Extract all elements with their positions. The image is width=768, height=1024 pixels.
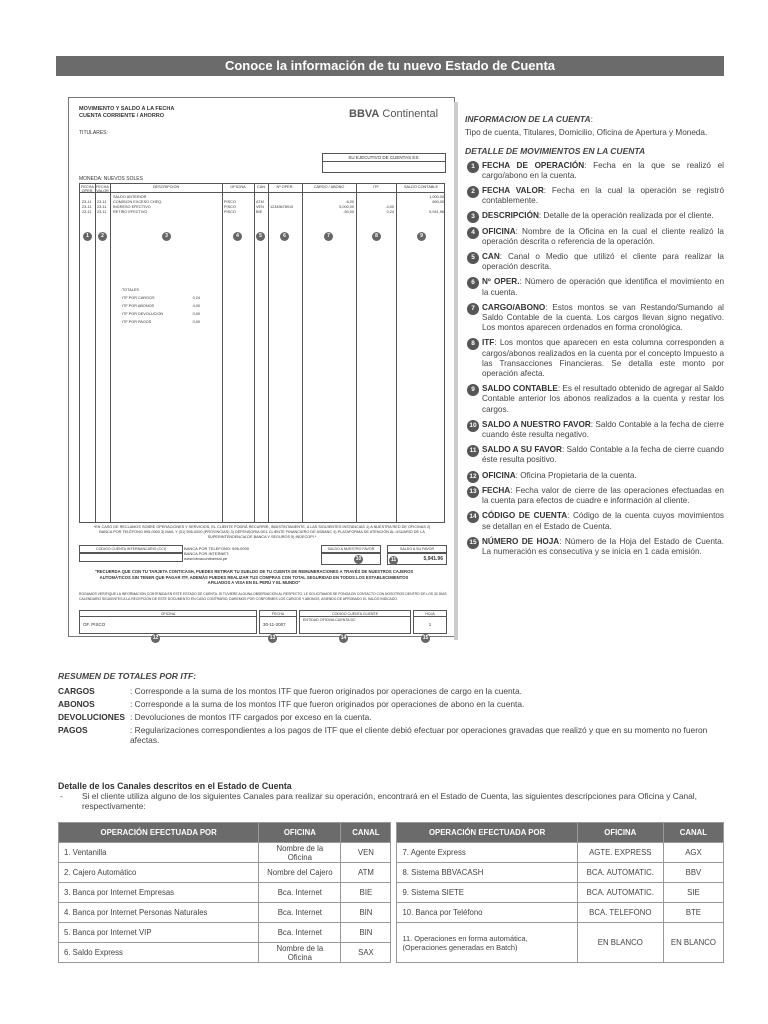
info-cuenta-title xyxy=(465,114,724,124)
movements-grid xyxy=(79,183,445,523)
number-badge-icon: 1 xyxy=(467,161,479,173)
explanations-panel xyxy=(465,114,724,562)
canal-cell: VEN xyxy=(341,843,391,863)
marker-6: 6 xyxy=(280,232,289,241)
col-can: CAN xyxy=(256,185,266,189)
header-canal-left: CANAL xyxy=(341,823,391,843)
col-itf: ITF xyxy=(373,185,379,189)
number-badge-icon: 14 xyxy=(467,511,479,523)
col-saldo: SALDO CONTABLE xyxy=(403,185,439,189)
saldo-su-favor-value: 5,941.96 xyxy=(387,553,447,565)
explanation-text: : Fecha valor de cierre de las operaciones efectuadas en la cuenta para efectos de cuadre e información al cliente. xyxy=(482,485,724,506)
explanation-text: : Código de la cuenta cuyos movimientos se detallan en el Estado de Cuenta. xyxy=(482,511,724,531)
info-cuenta-title-text: INFORMACION DE LA CUENTA xyxy=(465,114,591,124)
canal-cell: SAX xyxy=(341,943,391,963)
canal-cell: SIE xyxy=(663,883,723,903)
marker-15: 15 xyxy=(422,635,429,641)
marker-11: 11 xyxy=(390,557,397,563)
ejecutivo-label: SU EJECUTIVO DE CUENTAS ES: xyxy=(323,154,445,162)
row-canales: ATM VEN BIE xyxy=(256,200,264,214)
resumen-value: : Regularizaciones correspondientes a los pagos de ITF que el cliente debió efectuar por operaciones gravadas que realizó y que en su momento no fueron afectas. xyxy=(130,725,708,745)
explanation-text: : Canal o Medio que utilizó el cliente para realizar la operación descrita. xyxy=(482,252,724,272)
grid-divider xyxy=(222,184,223,522)
col-descripcion: DESCRIPCION xyxy=(152,185,180,189)
row-cargos-abonos: -6,00 5,000,00 -50,00 xyxy=(339,200,354,214)
number-badge-icon: 12 xyxy=(467,471,479,483)
explanation-term: SALDO CONTABLE xyxy=(482,384,558,394)
row-fechas-valor: 23-11 23-11 23-11 xyxy=(97,200,107,214)
hoja-value: 1 xyxy=(428,622,432,627)
header-operacion-right: OPERACIÓN EFECTUADA POR xyxy=(397,823,577,843)
explanation-item xyxy=(465,471,724,481)
fecha-label: FECHA xyxy=(260,611,296,617)
explanation-term: FECHA DE OPERACIÓN xyxy=(482,160,585,170)
explanation-term: SALDO A NUESTRO FAVOR xyxy=(482,419,591,429)
explanation-item xyxy=(465,384,724,415)
number-badge-icon: 9 xyxy=(467,384,479,396)
explanation-item xyxy=(465,277,724,297)
marker-12: 12 xyxy=(152,635,159,641)
number-badge-icon: 5 xyxy=(467,252,479,264)
marker-5: 5 xyxy=(256,232,265,241)
totales-values: 0,24 4,00 0,00 0,00 xyxy=(192,296,200,324)
row-nro-oper: 12345678910 xyxy=(270,205,294,209)
col-cargo-abono: CARGO / ABONO xyxy=(313,185,345,189)
marker-10: 10 xyxy=(355,556,362,562)
saldo-nuestro-favor-label: SALDO A NUESTRO FAVOR xyxy=(321,545,381,553)
canales-bullet xyxy=(60,791,728,811)
explanation-text: : Estos montos se van Restando/Sumando al Saldo Contable de la cuenta. Los cargos llevan signo negativo. Los montos aparecen ordenados en forma cronológica. xyxy=(482,302,724,333)
resumen-list xyxy=(58,686,728,745)
explanation-text: : Saldo Contable a la fecha de cierre cuando éste resulta negativo. xyxy=(482,419,724,440)
marker-8: 8 xyxy=(372,232,381,241)
info-cuenta-text: Tipo de cuenta, Titulares, Domicilio, Oficina de Apertura y Moneda. xyxy=(465,128,708,138)
col-fecha-oper: FECHA OPER. xyxy=(81,185,94,193)
table-row xyxy=(59,863,724,883)
explanation-item xyxy=(465,227,724,247)
resumen-title: RESUMEN DE TOTALES POR ITF: xyxy=(58,671,197,681)
oficina-cell: BCA. AUTOMATIC. xyxy=(577,883,663,903)
number-badge-icon: 3 xyxy=(467,211,479,223)
row-saldos: 1,000,00 890,00 5,941,96 xyxy=(429,195,444,214)
operacion-cell: 11. Operaciones en forma automática, (Operaciones generadas en Batch) xyxy=(397,923,577,963)
oficina-cell: Bca. Internet xyxy=(259,883,341,903)
titulares-label: TITULARES: xyxy=(79,130,108,136)
statement-shadow xyxy=(454,102,458,640)
explanation-term: DESCRIPCIÓN xyxy=(482,211,539,221)
explanation-text: : Número de operación que identifica el movimiento en la cuenta. xyxy=(482,277,725,297)
explanation-item xyxy=(465,303,724,334)
oficina-cell: BCA. AUTOMATIC. xyxy=(577,863,663,883)
explanation-item xyxy=(465,338,724,379)
grid-divider xyxy=(110,184,111,522)
marker-3: 3 xyxy=(162,232,171,241)
saldo-su-favor-label: SALDO A SU FAVOR xyxy=(387,545,447,553)
col-fecha-valor: FECHA VALOR xyxy=(96,185,109,193)
table-row xyxy=(59,843,724,863)
operacion-cell: 2. Cajero Automático xyxy=(59,863,259,883)
resumen-row xyxy=(58,699,728,709)
movements-header xyxy=(80,184,444,193)
explanation-text: : Detalle de la operación realizada por el cliente. xyxy=(538,211,714,221)
canal-cell: AGX xyxy=(663,843,723,863)
explanation-item xyxy=(465,511,724,531)
explanation-term: NÚMERO DE HOJA xyxy=(482,536,560,546)
col-oficina: OFICINA xyxy=(230,185,246,189)
canal-cell: BBV xyxy=(663,863,723,883)
col-nro-oper: Nº OPER. xyxy=(276,185,294,189)
moneda-label: MONEDA: NUEVOS SOLES xyxy=(79,176,143,182)
info-cuenta-title-colon: : xyxy=(590,114,593,124)
explanation-text: : Los montos que aparecen en esta columna corresponden a cargos/abonos realizados en la cuenta por el concepto Impuesto a las Transacciones Financieras. Se detalla este monto por operación afecta. xyxy=(482,338,724,379)
detalle-title: DETALLE DE MOVIMIENTOS EN LA CUENTA xyxy=(465,146,646,157)
canal-cell: BIE xyxy=(341,883,391,903)
table-row xyxy=(59,883,724,903)
resumen-value: : Devoluciones de montos ITF cargados por exceso en la cuenta. xyxy=(130,712,372,722)
grid-divider xyxy=(356,184,357,522)
statement-header-line2: CUENTA CORRIENTE / AHORRO xyxy=(79,113,165,119)
cci-value-box xyxy=(79,553,183,562)
number-badge-icon: 6 xyxy=(467,277,479,289)
explanation-item xyxy=(465,186,724,206)
oficina-cell: EN BLANCO xyxy=(577,923,663,963)
operacion-cell: 8. Sistema BBVACASH xyxy=(397,863,577,883)
grid-divider xyxy=(95,184,96,522)
fecha-value: 30-11-2007 xyxy=(263,622,286,627)
resumen-row xyxy=(58,725,728,745)
header-operacion-left: OPERACIÓN EFECTUADA POR xyxy=(59,823,259,843)
explanation-text: : Saldo Contable a la fecha de cierre cuando éste resulta positivo. xyxy=(482,445,724,465)
number-badge-icon: 15 xyxy=(467,537,479,549)
oficina-value: OF. PISCO xyxy=(83,622,106,627)
hoja-box xyxy=(413,610,447,634)
explanation-term: SALDO A SU FAVOR xyxy=(482,445,562,455)
explanation-term: OFICINA xyxy=(482,470,516,480)
header-canal-right: CANAL xyxy=(663,823,723,843)
resumen-value: : Corresponde a la suma de los montos ITF que fueron originados por operaciones de cargo en la cuenta. xyxy=(130,686,522,696)
explanation-item xyxy=(465,161,724,181)
row-itf: -4,00 0,24 xyxy=(385,205,394,214)
table-gap xyxy=(391,943,397,963)
canales-title: Detalle de los Canales descritos en el Estado de Cuenta xyxy=(58,781,292,791)
bank-logo-bold: BBVA xyxy=(349,108,380,120)
row-descripciones: SALDO ANTERIOR COMISION EXCESO CHEQ. INGRESO EFECTIVO RETIRO EFECTIVO xyxy=(113,195,163,214)
resumen-section xyxy=(58,671,728,748)
marker-13: 13 xyxy=(269,635,276,641)
resumen-key: ABONOS xyxy=(58,699,95,709)
explanation-term: Nº OPER. xyxy=(482,277,520,287)
explanation-term: FECHA xyxy=(482,485,511,495)
resumen-row xyxy=(58,686,728,696)
number-badge-icon: 2 xyxy=(467,186,479,198)
operacion-cell: 9. Sistema SIETE xyxy=(397,883,577,903)
reclamos-note: *EN CASO DE RECLAMOS SOBRE OPERACIONES Y SERVICIOS, EL CLIENTE PODRÁ RECURRIR, INDISTINTAMENTE, A LAS SIGUIENTES INSTANCIAS 1) A NUESTRA RED DE OFICINAS 2) BANCA POR TELÉFONO 595-0000 3) MAIL Y (01) 595-0000 (PROVINCIAS) 3) DEFENSORIA DEL CLIENTE FINANCIERO DE ASBANC 4) PLATAFORMA DE ATENCIÓN AL USUARIO DE LA SUPERINTENDENCIA DE BANCA Y SEGUROS 5) INDECOPI * xyxy=(93,525,431,539)
resumen-value: : Corresponde a la suma de los montos ITF que fueron originados por operaciones de abono en la cuenta. xyxy=(130,699,525,709)
explanation-term: CÓDIGO DE CUENTA xyxy=(482,511,568,521)
oficina-cell: Bca. Internet xyxy=(259,923,341,943)
codigo-label: CODIGO CUENTA CLIENTE xyxy=(300,611,410,617)
operacion-cell: 1. Ventanilla xyxy=(59,843,259,863)
explanation-term: CAN xyxy=(482,252,500,262)
oficina-cell: Nombre de la Oficina xyxy=(259,843,341,863)
number-badge-icon: 11 xyxy=(467,445,479,457)
marker-14: 14 xyxy=(340,635,347,641)
oficina-label: OFICINA xyxy=(80,611,256,617)
codigo-sub: ENTIDAD OFICINA CUENTA DC xyxy=(303,618,356,622)
oficina-box xyxy=(79,610,257,634)
explanation-item xyxy=(465,537,724,557)
explanation-item xyxy=(465,420,724,440)
grid-divider xyxy=(302,184,303,522)
fine-print: ROGAMOS VERIFIQUE LA INFORMACION CONTENIDA EN ESTE ESTADO DE CUENTA. SI TUVIERE ALGUNA OBSERVACIÓN AL RESPECTO, LE SOLICITAMOS SE PONGA EN CONTACTO CON NOSOTROS DENTRO DE LOS 30 DÍAS CALENDARIO SIGUIENTES A LA RECEPCIÓN DE ESTE DOCUMENTO EN CASO CONTRARIO, DAREMOS POR CONFORMES LOS CARGOS Y ABONOS, ASIENDO DE APROBADO EL SALDO INDICADO. xyxy=(79,592,447,601)
explanation-term: FECHA VALOR xyxy=(482,186,544,196)
canales-section xyxy=(58,781,728,811)
grid-divider xyxy=(396,184,397,522)
oficina-cell: Bca. Internet xyxy=(259,903,341,923)
operacion-cell: 7. Agente Express xyxy=(397,843,577,863)
grid-divider xyxy=(254,184,255,522)
number-badge-icon: 8 xyxy=(467,338,479,350)
canal-cell: ATM xyxy=(341,863,391,883)
explanation-text: : Número de la Hoja del Estado de Cuenta. La numeración es consecutiva y se inicia en 1 cada emisión. xyxy=(482,536,724,556)
operacion-cell: 5. Banca por Internet VIP xyxy=(59,923,259,943)
explanation-text: : Fecha en la que se realizó el cargo/abono en la cuenta. xyxy=(482,160,725,180)
totales-labels: TOTALES ITF POR CARGOS ITF POR ABONOS ITF POR DEVOLUCION ITF POR PAGOS xyxy=(122,288,164,324)
canales-bullet-text: Si el cliente utiliza alguno de los siguientes Canales para realizar su operación, encontrará en el Estado de Cuenta, las siguientes descripciones para Oficina y Canal, respectivamente: xyxy=(82,791,697,811)
table-row xyxy=(59,903,724,923)
statement-header xyxy=(79,106,174,120)
conticash-note: "RECUERDA QUE CON TU TARJETA CONTICASH, PUEDES RETIRAR TU SUELDO DE TU CUENTA DE REMUNERACIONES A TRAVÉS DE NUESTROS CAJEROS AUTOMÁTICOS SIN TENER QUE PAGAR ITF, ADEMÁS PUEDES REALIZAR TUS COMPRAS CON TOTAL SEGURIDAD EN TODOS LOS ESTABLECIMIENTOS AFILIADOS A VISA EN EL PERÚ Y EL MUNDO" xyxy=(94,569,414,585)
resumen-key: DEVOLUCIONES xyxy=(58,712,126,722)
oficina-cell: AGTE. EXPRESS xyxy=(577,843,663,863)
operacion-cell: 10. Banca por Teléfono xyxy=(397,903,577,923)
operacion-cell: 4. Banca por Internet Personas Naturales xyxy=(59,903,259,923)
bullet-dash: - xyxy=(60,791,63,801)
explanation-text: : Nombre de la Oficina en la cual el cliente realizó la operación descrita o referencia de la operación. xyxy=(482,226,724,246)
saldo-nuestro-favor-value xyxy=(321,553,381,565)
explanation-list xyxy=(465,161,724,558)
ejecutivo-box xyxy=(322,153,446,173)
resumen-key: CARGOS xyxy=(58,686,95,696)
statement-sample xyxy=(68,97,455,641)
operacion-cell: 3. Banca por Internet Empresas xyxy=(59,883,259,903)
marker-2: 2 xyxy=(98,232,107,241)
canal-cell: BIN xyxy=(341,923,391,943)
explanation-item xyxy=(465,486,724,506)
oficina-cell: BCA. TELEFONO xyxy=(577,903,663,923)
canal-cell: BTE xyxy=(663,903,723,923)
resumen-row xyxy=(58,712,728,722)
codigo-box xyxy=(299,610,411,634)
explanation-text: : Fecha en la cual la operación se registró contablemente. xyxy=(482,186,724,206)
marker-9: 9 xyxy=(417,232,426,241)
grid-divider xyxy=(268,184,269,522)
table-row xyxy=(59,923,724,943)
explanation-term: CARGO/ABONO xyxy=(482,302,546,312)
canales-table-header xyxy=(59,823,724,843)
canal-cell: EN BLANCO xyxy=(663,923,723,963)
hoja-label: HOJA xyxy=(414,611,446,617)
marker-4: 4 xyxy=(233,232,242,241)
number-badge-icon: 4 xyxy=(467,227,479,239)
fecha-box xyxy=(259,610,297,634)
statement-header-line1: MOVIMIENTO Y SALDO A LA FECHA xyxy=(79,106,175,112)
number-badge-icon: 10 xyxy=(467,420,479,432)
canales-table xyxy=(58,822,724,963)
marker-7: 7 xyxy=(324,232,333,241)
number-badge-icon: 7 xyxy=(467,303,479,315)
explanation-item xyxy=(465,211,724,221)
explanation-term: OFICINA xyxy=(482,226,516,236)
bank-logo xyxy=(349,108,438,120)
explanation-item xyxy=(465,252,724,272)
row-fechas-oper: 23-11 23-11 23-11 xyxy=(82,200,92,214)
explanation-text: : Es el resultado obtenido de agregar al Saldo Contable anterior los abonos realizados a la cuenta y restar los cargos. xyxy=(482,384,724,414)
cci-label: CODIGO CUENTA INTERBANCARIO (CCI) xyxy=(79,545,183,553)
contact-info: BANCA POR TELEFONO: 595-0000 BANCA POR INTERNET: www.bbvacontinental.pe xyxy=(184,546,250,561)
oficina-cell: Nombre de la Oficina xyxy=(259,943,341,963)
header-oficina-left: OFICINA xyxy=(259,823,341,843)
page-banner: Conoce la información de tu nuevo Estado de Cuenta xyxy=(56,56,724,76)
header-oficina-right: OFICINA xyxy=(577,823,663,843)
oficina-cell: Nombre del Cajero xyxy=(259,863,341,883)
explanation-term: ITF xyxy=(482,338,495,348)
resumen-key: PAGOS xyxy=(58,725,88,735)
operacion-cell: 6. Saldo Express xyxy=(59,943,259,963)
bank-logo-rest: Continental xyxy=(379,108,439,120)
marker-1: 1 xyxy=(83,232,92,241)
canales-table-body xyxy=(59,843,724,963)
explanation-item xyxy=(465,445,724,465)
number-badge-icon: 13 xyxy=(467,486,479,498)
row-oficinas: PISCO PISCO PISCO xyxy=(224,200,236,214)
explanation-text: : Oficina Propietaria de la cuenta. xyxy=(515,470,637,480)
canal-cell: BIN xyxy=(341,903,391,923)
